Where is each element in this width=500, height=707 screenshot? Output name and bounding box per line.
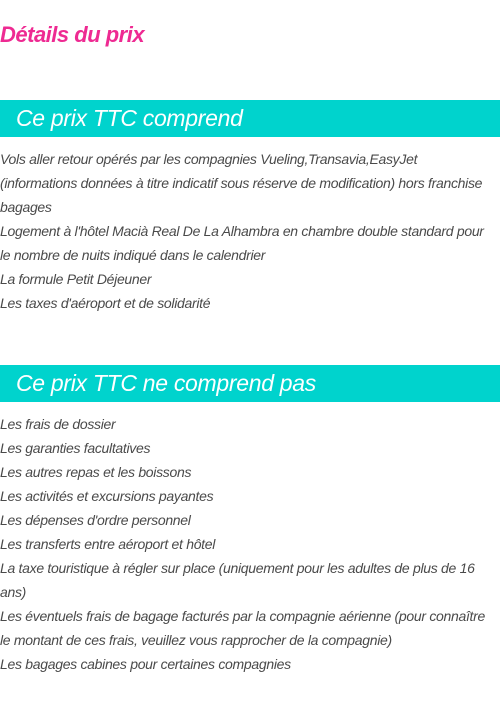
- excluded-item: Les activités et excursions payantes: [0, 488, 214, 504]
- excluded-item: Les garanties facultatives: [0, 440, 151, 456]
- included-item: La formule Petit Déjeuner: [0, 271, 152, 287]
- excluded-item: Les éventuels frais de bagage facturés par la compagnie aérienne (pour connaître le montant de ces frais, veuillez vous rapprocher de la compagnie): [0, 608, 485, 648]
- excluded-list: [0, 412, 496, 676]
- included-list: [0, 147, 496, 315]
- included-item: Logement à l'hôtel Macià Real De La Alhambra en chambre double standard pour le nombre de nuits indiqué dans le calendrier: [0, 223, 484, 263]
- excluded-item: Les frais de dossier: [0, 416, 116, 432]
- included-item: Les taxes d'aéroport et de solidarité: [0, 295, 211, 311]
- excluded-section-header: [0, 365, 500, 402]
- excluded-item: Les bagages cabines pour certaines compagnies: [0, 656, 291, 672]
- page-title: Détails du prix: [0, 22, 145, 47]
- excluded-item: La taxe touristique à régler sur place (uniquement pour les adultes de plus de 16 ans): [0, 560, 475, 600]
- excluded-item: Les autres repas et les boissons: [0, 464, 192, 480]
- included-section-header: [0, 100, 500, 137]
- included-heading: Ce prix TTC comprend: [16, 105, 243, 131]
- excluded-item: Les transferts entre aéroport et hôtel: [0, 536, 216, 552]
- excluded-item: Les dépenses d'ordre personnel: [0, 512, 191, 528]
- included-item: Vols aller retour opérés par les compagnies Vueling,Transavia,EasyJet (informations données à titre indicatif sous réserve de modification) hors franchise bagages: [0, 151, 483, 215]
- excluded-heading: Ce prix TTC ne comprend pas: [16, 370, 316, 396]
